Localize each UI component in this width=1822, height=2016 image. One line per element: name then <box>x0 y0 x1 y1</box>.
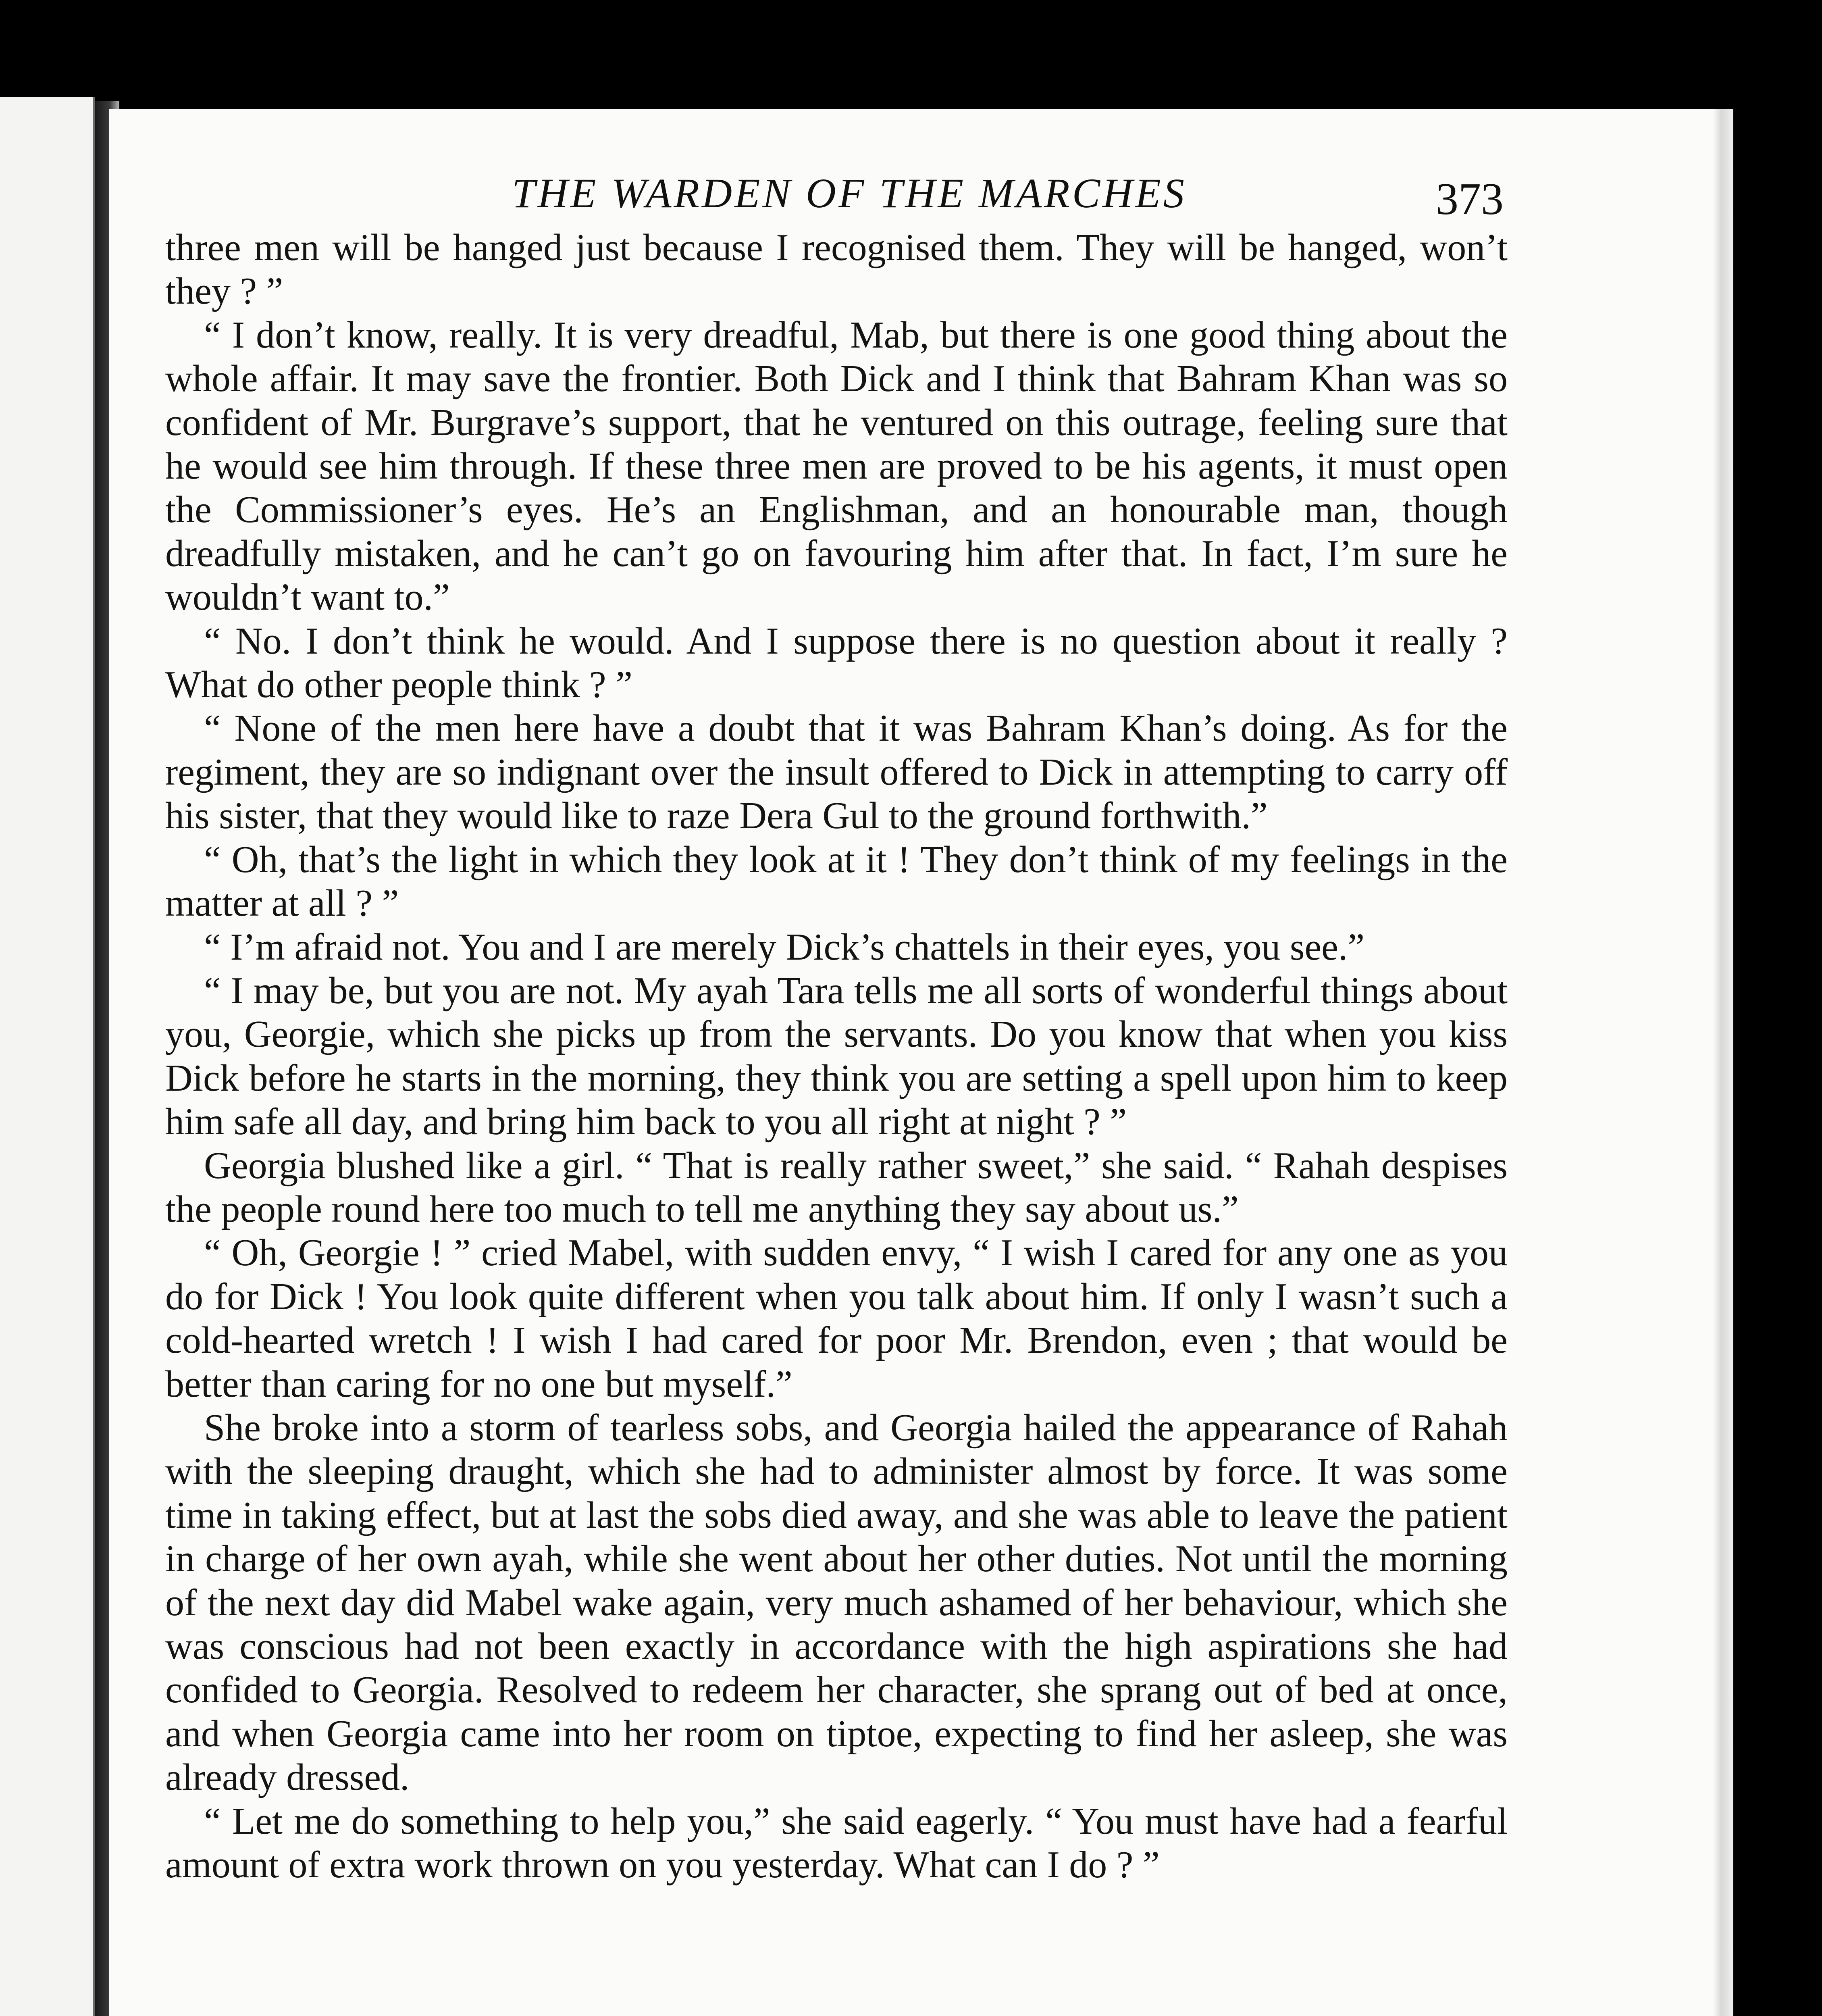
paragraph: “ I’m afraid not. You and I are merely Dick’s chattels in their eyes, you see.” <box>204 926 1365 968</box>
page-edge <box>1713 109 1733 2016</box>
paragraph: “ Let me do something to help you,” she said eagerly. “ You must have had a fearful amount of extra work thrown on you yesterday. What can I do ? ” <box>165 1800 1508 1886</box>
running-head: THE WARDEN OF THE MARCHES <box>512 170 1187 217</box>
paragraph: She broke into a storm of tearless sobs, and Georgia hailed the appearance of Rahah with the sleeping draught, which she had to administer almost by force. It was some time in taking effect, but at last the sobs died away, and she was able to leave the patient in charge of her own ayah, while she went about her other duties. Not until the morning of the next day did Mabel wake again, very much ashamed of her behaviour, which she was conscious had not been exactly in accordance with the high aspirations she had confided to Georgia. Resolved to redeem her character, she sprang out of bed at once, and when Georgia came into her room on tiptoe, expecting to find her asleep, she was already dressed. <box>165 1406 1508 1799</box>
paragraph: three men will be hanged just because I recognised them. They will be hanged, won’t they ? ” <box>165 227 1508 312</box>
body-text <box>165 226 1508 1887</box>
paragraph: “ No. I don’t think he would. And I suppose there is no question about it really ? What do other people think ? ” <box>165 620 1508 706</box>
paragraph: “ I don’t know, really. It is very dreadful, Mab, but there is one good thing about the whole affair. It may save the frontier. Both Dick and I think that Bahram Khan was so confident of Mr. Burgrave’s support, that he ventured on this outrage, feeling sure that he would see him through. If these three men are proved to be his agents, it must open the Commissioner’s eyes. He’s an Englishman, and an honourable man, though dreadfully mistaken, and he can’t go on favouring him after that. In fact, I’m sure he wouldn’t want to.” <box>165 314 1508 619</box>
page-header <box>165 153 1504 234</box>
page-number: 373 <box>1436 174 1504 224</box>
paragraph: “ None of the men here have a doubt that it was Bahram Khan’s doing. As for the regiment, they are so indignant over the insult offered to Dick in attempting to carry off his sister, that they would like to raze Dera Gul to the ground forthwith.” <box>165 707 1508 837</box>
paragraph: “ Oh, that’s the light in which they look at it ! They don’t think of my feelings in the matter at all ? ” <box>165 838 1508 925</box>
paragraph: Georgia blushed like a girl. “ That is really rather sweet,” she said. “ Rahah despises the people round here too much to tell me anything they say about us.” <box>165 1144 1508 1230</box>
paragraph: “ Oh, Georgie ! ” cried Mabel, with sudden envy, “ I wish I cared for any one as you do for Dick ! You look quite different when you talk about him. If only I wasn’t such a cold-hearted wretch ! I wish I had cared for poor Mr. Brendon, even ; that would be better than caring for no one but myself.” <box>165 1232 1508 1405</box>
facing-page-edge <box>0 97 95 2016</box>
paragraph: “ I may be, but you are not. My ayah Tara tells me all sorts of wonderful things about you, Georgie, which she picks up from the servants. Do you know that when you kiss Dick before he starts in the morning, they think you are setting a spell upon him to keep him safe all day, and bring him back to you all right at night ? ” <box>165 969 1508 1143</box>
